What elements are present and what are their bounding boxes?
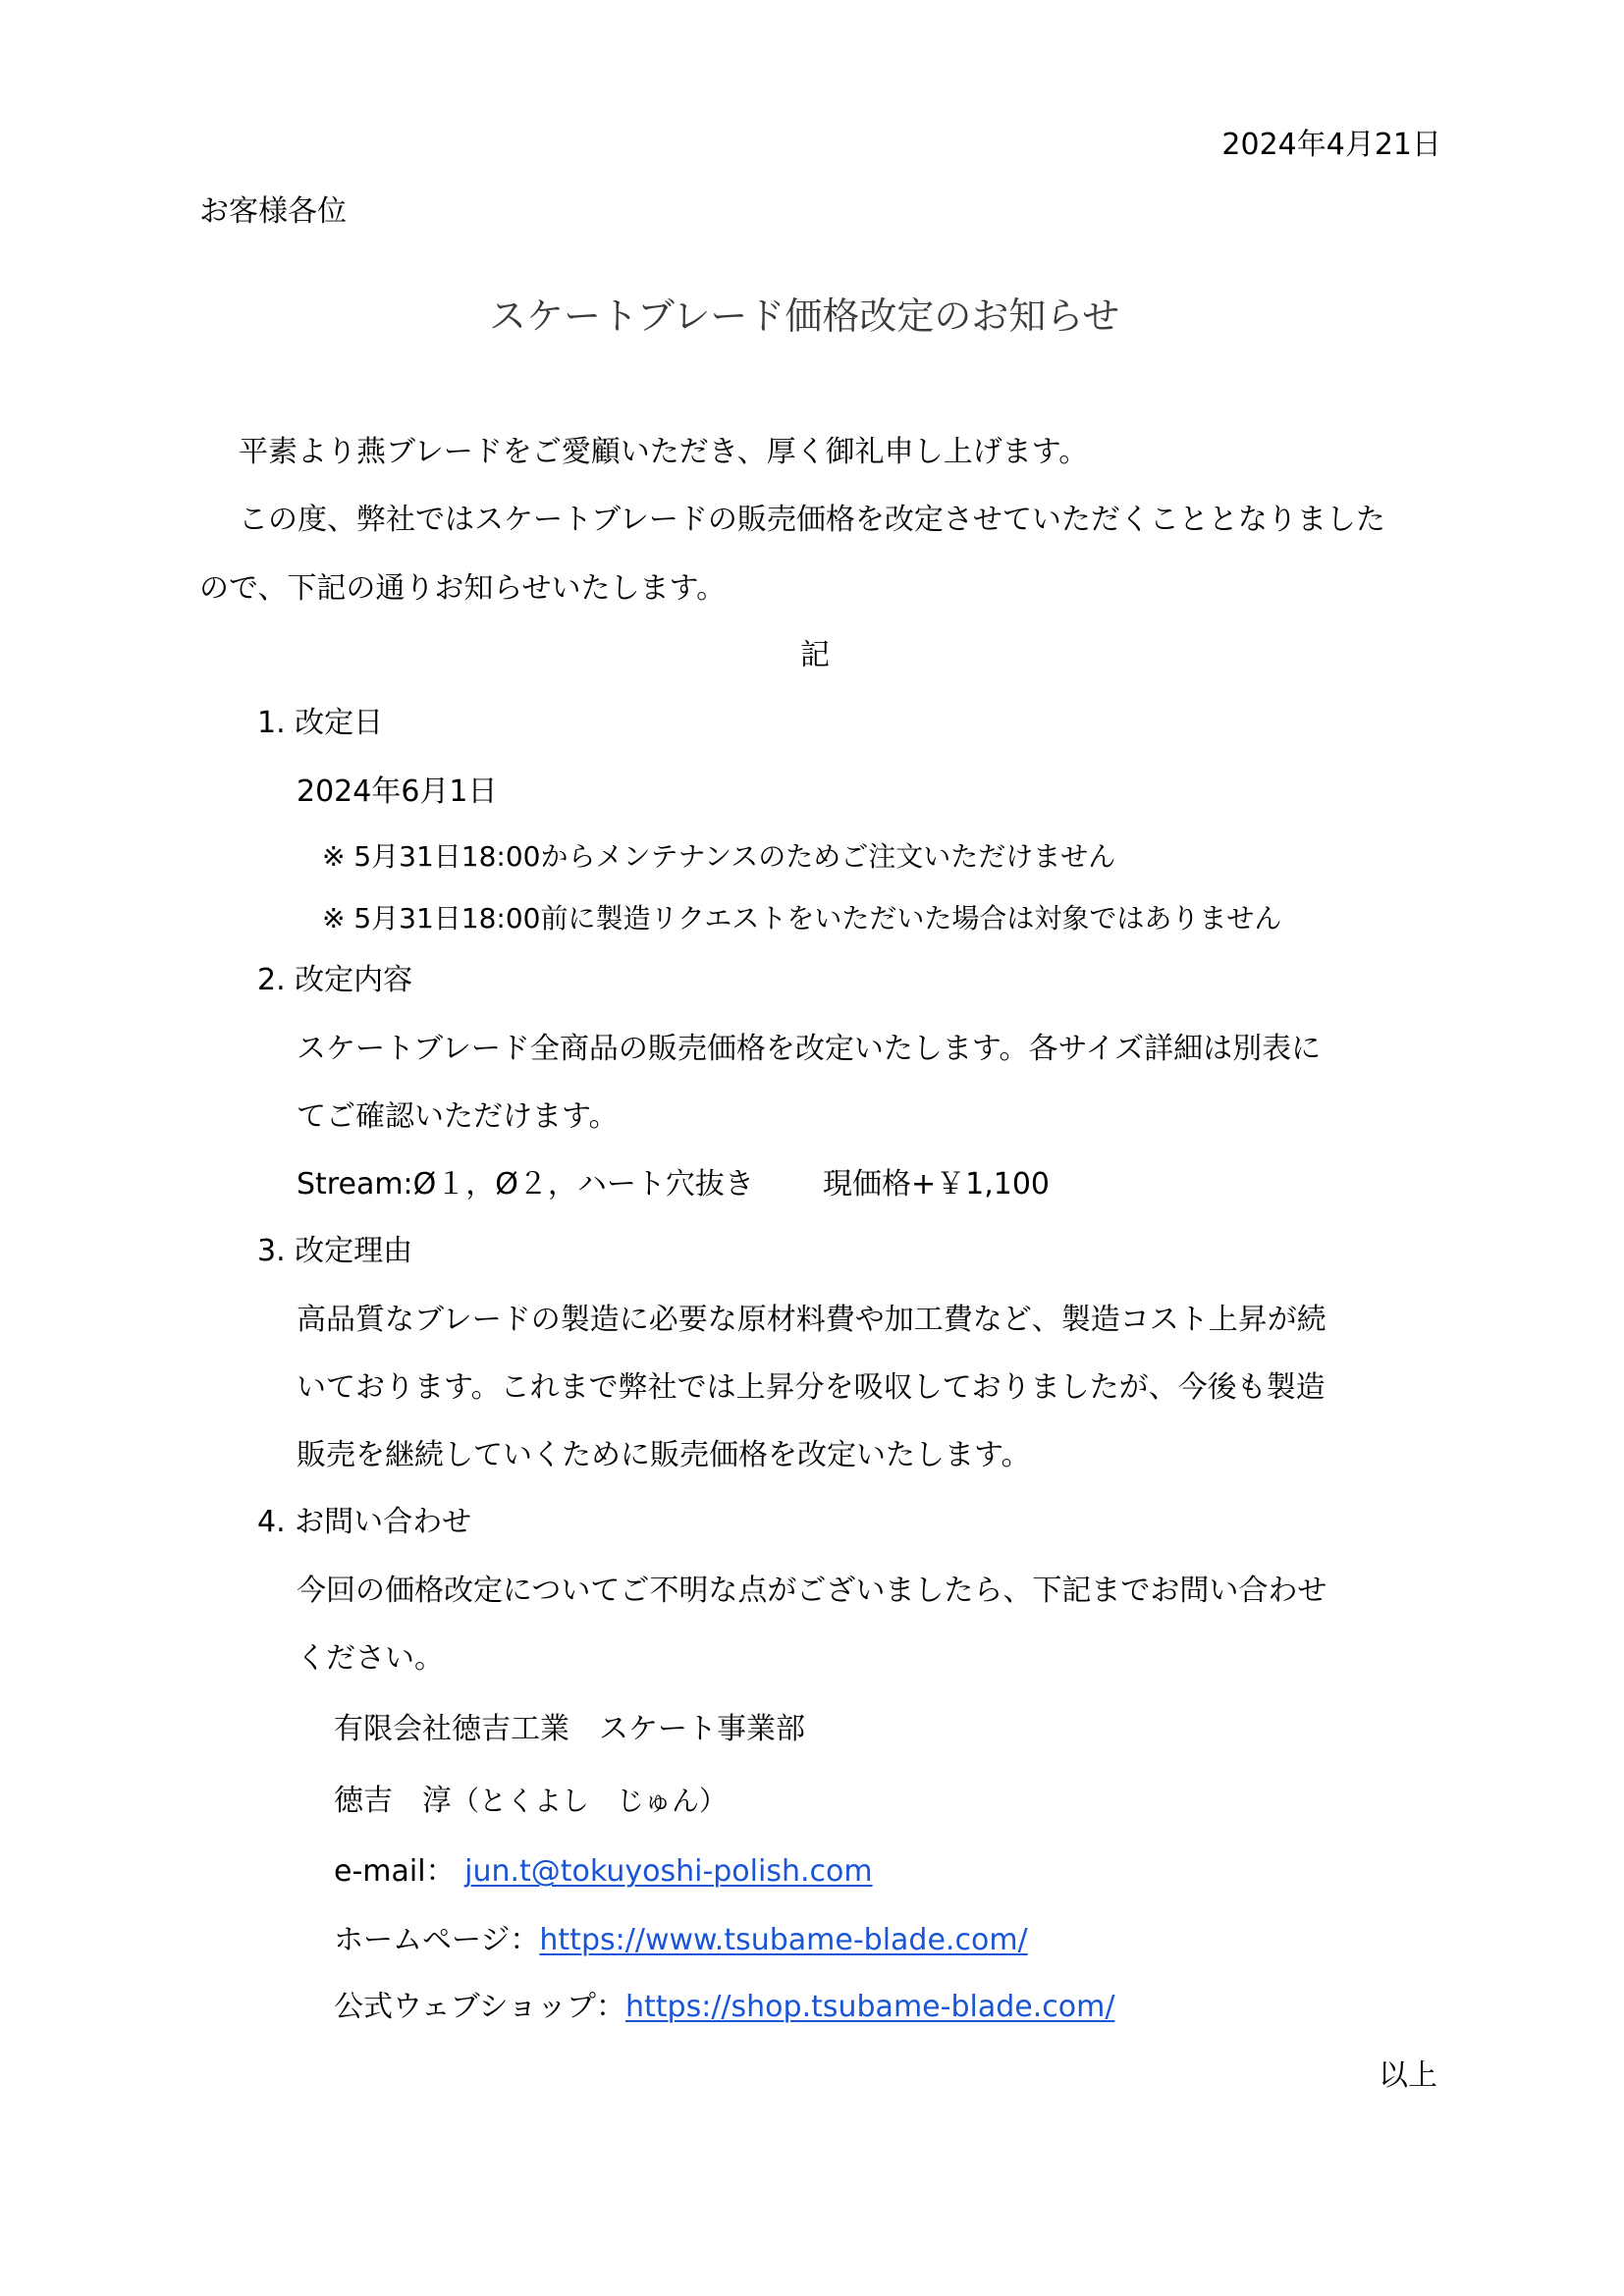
closing-mark: 以上: [1379, 2058, 1437, 2093]
revision-note-2: ※ 5月31日18:00前に製造リクエストをいただいた場合は対象ではありません: [322, 902, 1282, 934]
section-2-line-2: てご確認いただけます。: [297, 1099, 619, 1134]
shop-link[interactable]: https://shop.tsubame-blade.com/: [625, 1990, 1115, 2024]
document-title: スケートブレード価格改定のお知らせ: [489, 294, 1120, 338]
document-date: 2024年4月21日: [1221, 128, 1441, 162]
email-label: e-mail：: [334, 1854, 456, 1889]
section-3-line-2: いております。これまで弊社では上昇分を吸収しておりましたが、今後も製造: [297, 1370, 1326, 1405]
email-link[interactable]: jun.t@tokuyoshi-polish.com: [464, 1854, 873, 1889]
section-3-line-3: 販売を継続していくために販売価格を改定いたします。: [297, 1438, 1031, 1472]
revision-date: 2024年6月1日: [297, 774, 498, 809]
contact-name: 徳吉 淳: [334, 1784, 452, 1818]
section-1-heading: 1. 改定日: [257, 706, 384, 740]
contact-name-reading: （とくよし じゅん）: [452, 1785, 728, 1817]
contact-shop-row: [334, 1990, 1115, 2024]
contact-email-row: [334, 1854, 873, 1889]
intro-line-3: ので、下記の通りお知らせいたします。: [199, 571, 727, 606]
section-4-line-1: 今回の価格改定についてご不明な点がございましたら、下記までお問い合わせ: [297, 1574, 1327, 1608]
contact-person: [334, 1784, 728, 1818]
price-item: Stream:Ø１，Ø２，ハート穴抜き: [297, 1167, 754, 1201]
homepage-label: ホームページ：: [334, 1923, 540, 1957]
intro-line-1: 平素より燕ブレードをご愛顧いただき、厚く御礼申し上げます。: [239, 435, 1089, 469]
price-change: 現価格+￥1,100: [823, 1167, 1051, 1201]
ki-heading: 記: [800, 638, 830, 672]
section-2-line-1: スケートブレード全商品の販売価格を改定いたします。各サイズ詳細は別表に: [297, 1032, 1322, 1066]
section-3-heading: 3. 改定理由: [257, 1234, 413, 1268]
section-3-line-1: 高品質なブレードの製造に必要な原材料費や加工費など、製造コスト上昇が続: [297, 1303, 1326, 1337]
intro-line-2: この度、弊社ではスケートブレードの販売価格を改定させていただくこととなりました: [239, 503, 1385, 537]
shop-label: 公式ウェブショップ：: [334, 1990, 625, 2024]
section-4-line-2: ください。: [297, 1641, 444, 1676]
homepage-link[interactable]: https://www.tsubame-blade.com/: [539, 1923, 1028, 1957]
section-4-heading: 4. お問い合わせ: [257, 1505, 472, 1539]
contact-homepage-row: [334, 1923, 1028, 1957]
revision-note-1: ※ 5月31日18:00からメンテナンスのためご注文いただけません: [322, 840, 1116, 873]
section-2-heading: 2. 改定内容: [257, 963, 413, 997]
contact-company: 有限会社徳吉工業 スケート事業部: [334, 1712, 805, 1746]
salutation: お客様各位: [199, 194, 347, 229]
